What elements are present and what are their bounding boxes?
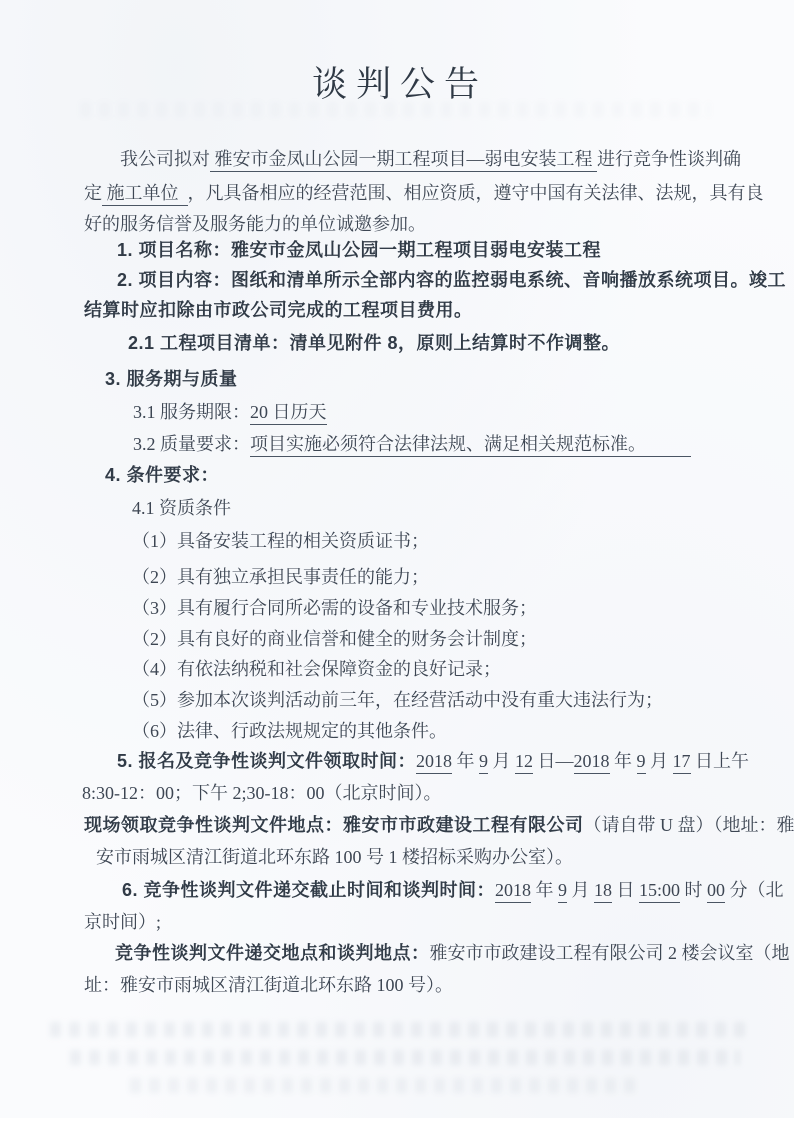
text-segment: 竞争性谈判文件递交地点和谈判地点： [115,943,430,963]
text-segment: （2）具有独立承担民事责任的能力； [132,567,429,587]
text-segment: 2018 [495,880,531,903]
intro-line-3 [84,211,426,238]
text-segment: 结算时应扣除由市政公司完成的工程项目费用。 [84,300,473,320]
item-6-line-2 [84,909,161,936]
text-segment: 年 [531,880,559,900]
text-segment: 月 [645,751,673,771]
text-segment: 月 [567,880,595,900]
text-segment: 现场领取竞争性谈判文件地点：雅安市市政建设工程有限公司 [84,815,584,835]
condition-2-duplicate [132,626,537,653]
item-2-1 [128,330,620,357]
text-segment: 好的服务信誉及服务能力的单位诚邀参加。 [84,214,426,234]
item-2-line-1 [117,267,786,294]
condition-4 [132,656,501,683]
text-segment: 9 [637,751,646,774]
text-segment: 年 [452,751,480,771]
pickup-location-line-1 [84,812,795,839]
item-2-line-2 [84,297,473,324]
text-segment: 1. 项目名称：雅安市金凤山公园一期工程项目弱电安装工程 [117,240,602,260]
text-segment: 2018 [416,751,452,774]
text-segment: 3.2 质量要求： [133,434,250,454]
item-1 [117,237,601,264]
text-segment: 年 [609,751,637,771]
text-segment: 2. 项目内容：图纸和清单所示全部内容的监控弱电系统、音响播放系统项目。竣工 [117,270,787,290]
text-segment: ，凡具备相应的经营范围、相应资质，遵守中国有关法律、法规，具有良 [187,183,764,203]
text-segment: 分（北 [725,880,784,900]
text-segment: 日上午 [690,751,750,771]
text-segment: 月 [488,751,516,771]
intro-line-1 [120,146,741,173]
submission-location-line-2 [84,972,453,999]
scan-bleed-artifact [130,1078,640,1093]
text-segment: 京时间）; [84,912,162,932]
text-segment: 日— [533,751,574,771]
text-segment: 日 [612,880,640,900]
text-segment: 9 [479,751,488,774]
scan-bleed-artifact [80,102,710,117]
item-5-line-1 [117,748,749,775]
text-segment: 3.1 服务期限： [133,402,250,422]
item-6-line-1 [122,877,784,904]
item-5-line-2 [82,780,442,807]
condition-6 [132,718,447,745]
text-segment: 安市雨城区清江街道北环东路 100 号 1 楼招标采购办公室）。 [96,847,573,867]
document-title: 谈判公告 [311,65,488,104]
text-segment: 15:00 [639,880,680,903]
scan-bleed-artifact [50,1022,750,1037]
text-segment: 雅安市市政建设工程有限公司 2 楼会议室（地 [429,943,790,963]
condition-5 [132,687,663,714]
intro-line-2 [84,180,764,207]
condition-1 [132,528,429,555]
text-segment: （请自带 U 盘）（地址：雅 [583,815,795,835]
text-segment: 4.1 资质条件 [132,498,231,518]
scan-edge [794,0,800,1133]
text-segment: 12 [515,751,533,774]
item-3-1 [133,399,327,426]
text-segment: （5）参加本次谈判活动前三年，在经营活动中没有重大违法行为； [132,690,663,710]
text-segment: 3. 服务期与质量 [105,369,238,389]
section-4-heading [105,462,219,489]
text-segment: 20 日历天 [250,402,327,425]
text-segment: （3）具有履行合同所必需的设备和专业技术服务； [132,598,537,618]
text-segment: 17 [673,751,691,774]
text-segment: 我公司拟对 [120,149,210,169]
text-segment: 6. 竞争性谈判文件递交截止时间和谈判时间： [122,880,496,900]
scan-bleed-artifact [70,1050,740,1065]
text-segment: 雅安市金凤山公园一期工程项目—弱电安装工程 [210,149,597,172]
condition-2 [132,564,429,591]
section-3-heading [105,366,238,393]
text-segment: 18 [594,880,612,903]
text-segment: 4. 条件要求： [105,465,220,485]
submission-location-line-1 [115,940,790,967]
text-segment: （1）具备安装工程的相关资质证书； [132,531,429,551]
text-segment: （4）有依法纳税和社会保障资金的良好记录； [132,659,501,679]
condition-3 [132,595,537,622]
text-segment: 8:30-12：00；下午 2;30-18：00（北京时间）。 [82,783,442,803]
item-4-1 [132,495,231,522]
text-segment: 进行竞争性谈判确 [597,149,741,169]
text-segment: 9 [558,880,567,903]
text-segment: 施工单位 [102,183,188,206]
text-segment: 址：雅安市雨城区清江街道北环东路 100 号）。 [84,975,453,995]
text-segment: 时 [680,880,708,900]
text-segment: 项目实施必须符合法律法规、满足相关规范标准。 [250,434,691,457]
scan-edge [0,1118,800,1133]
text-segment: （6）法律、行政法规规定的其他条件。 [132,721,447,741]
text-segment: 定 [84,183,102,203]
text-segment: 2.1 工程项目清单：清单见附件 8，原则上结算时不作调整。 [128,333,621,353]
text-segment: （2）具有良好的商业信誉和健全的财务会计制度； [132,629,537,649]
text-segment: 00 [707,880,725,903]
text-segment: 5. 报名及竞争性谈判文件领取时间： [117,751,417,771]
item-3-2 [133,431,691,458]
pickup-location-line-2 [96,844,573,871]
text-segment: 2018 [574,751,610,774]
